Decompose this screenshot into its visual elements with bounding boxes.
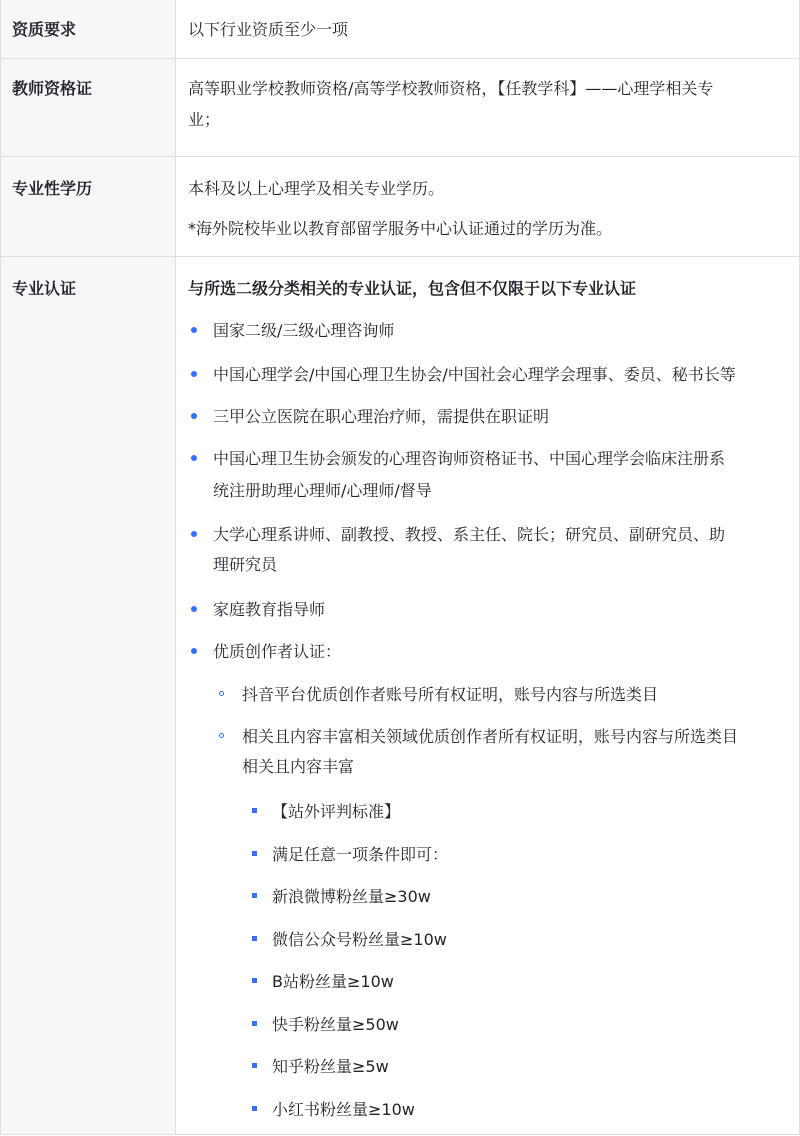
sub-sub-list-item: 新浪微博粉丝量≥30w — [272, 887, 431, 906]
bullet-square-icon — [252, 1063, 257, 1068]
row-content-line: 业； — [188, 110, 221, 129]
table-row — [0, 256, 800, 1135]
bullet-dot-icon — [191, 531, 197, 537]
bullet-square-icon — [252, 808, 257, 813]
bullet-dot-icon — [191, 371, 197, 377]
table-row — [0, 0, 800, 58]
row-content-line: 高等职业学校教师资格/高等学校教师资格，【任教学科】——心理学相关专 — [188, 79, 714, 98]
sub-sub-list-item: 快手粉丝量≥50w — [272, 1015, 399, 1034]
list-item-continuation: 统注册助理心理师/心理师/督导 — [213, 481, 432, 500]
left-border — [0, 59, 1, 156]
list-item-continuation: 理研究员 — [213, 555, 278, 574]
row-content-line: *海外院校毕业以教育部留学服务中心认证通过的学历为准。 — [188, 219, 613, 238]
sub-sub-list-item: 【站外评判标准】 — [272, 802, 401, 821]
sub-list-item: 抖音平台优质创作者账号所有权证明，账号内容与所选类目 — [242, 685, 659, 704]
left-border — [0, 257, 1, 1134]
bullet-square-icon — [252, 936, 257, 941]
list-item: 优质创作者认证： — [213, 642, 342, 661]
bullet-square-icon — [252, 893, 257, 898]
bullet-square-icon — [252, 851, 257, 856]
list-item: 三甲公立医院在职心理治疗师，需提供在职证明 — [213, 407, 550, 426]
bullet-square-icon — [252, 978, 257, 983]
section-heading: 与所选二级分类相关的专业认证，包含但不仅限于以下专业认证 — [188, 279, 637, 298]
list-item: 中国心理学会/中国心理卫生协会/中国社会心理学会理事、委员、秘书长等 — [213, 365, 736, 384]
list-item: 家庭教育指导师 — [213, 600, 326, 619]
sub-sub-list-item: 满足任意一项条件即可： — [272, 845, 449, 864]
row-label: 专业认证 — [12, 279, 77, 298]
left-border — [0, 157, 1, 256]
bullet-dot-icon — [191, 413, 197, 419]
list-item: 国家二级/三级心理咨询师 — [213, 321, 395, 340]
sub-sub-list-item: 小红书粉丝量≥10w — [272, 1100, 415, 1119]
bullet-dot-icon — [191, 455, 197, 461]
bullet-square-icon — [252, 1106, 257, 1111]
bullet-circle-icon — [219, 733, 224, 738]
bullet-dot-icon — [191, 648, 197, 654]
row-label: 专业性学历 — [12, 179, 93, 198]
row-label: 教师资格证 — [12, 79, 93, 98]
row-content-line: 本科及以上心理学及相关专业学历。 — [188, 179, 445, 198]
row-content: 以下行业资质至少一项 — [188, 20, 349, 39]
sub-sub-list-item: 知乎粉丝量≥5w — [272, 1057, 389, 1076]
left-border — [0, 0, 1, 58]
table-row — [0, 58, 800, 156]
list-item: 中国心理卫生协会颁发的心理咨询师资格证书、中国心理学会临床注册系 — [213, 449, 726, 468]
bullet-square-icon — [252, 1021, 257, 1026]
label-cell — [0, 157, 176, 256]
sub-list-item: 相关且内容丰富相关领域优质创作者所有权证明，账号内容与所选类目 — [242, 727, 739, 746]
sub-sub-list-item: B站粉丝量≥10w — [272, 972, 394, 991]
table-row — [0, 156, 800, 256]
label-cell — [0, 257, 176, 1134]
bullet-dot-icon — [191, 606, 197, 612]
label-cell — [0, 59, 176, 156]
list-item: 大学心理系讲师、副教授、教授、系主任、院长；研究员、副研究员、助 — [213, 525, 726, 544]
sub-list-item-continuation: 相关且内容丰富 — [242, 757, 355, 776]
bullet-circle-icon — [219, 691, 224, 696]
sub-sub-list-item: 微信公众号粉丝量≥10w — [272, 930, 447, 949]
row-label: 资质要求 — [12, 20, 77, 39]
bullet-dot-icon — [191, 327, 197, 333]
